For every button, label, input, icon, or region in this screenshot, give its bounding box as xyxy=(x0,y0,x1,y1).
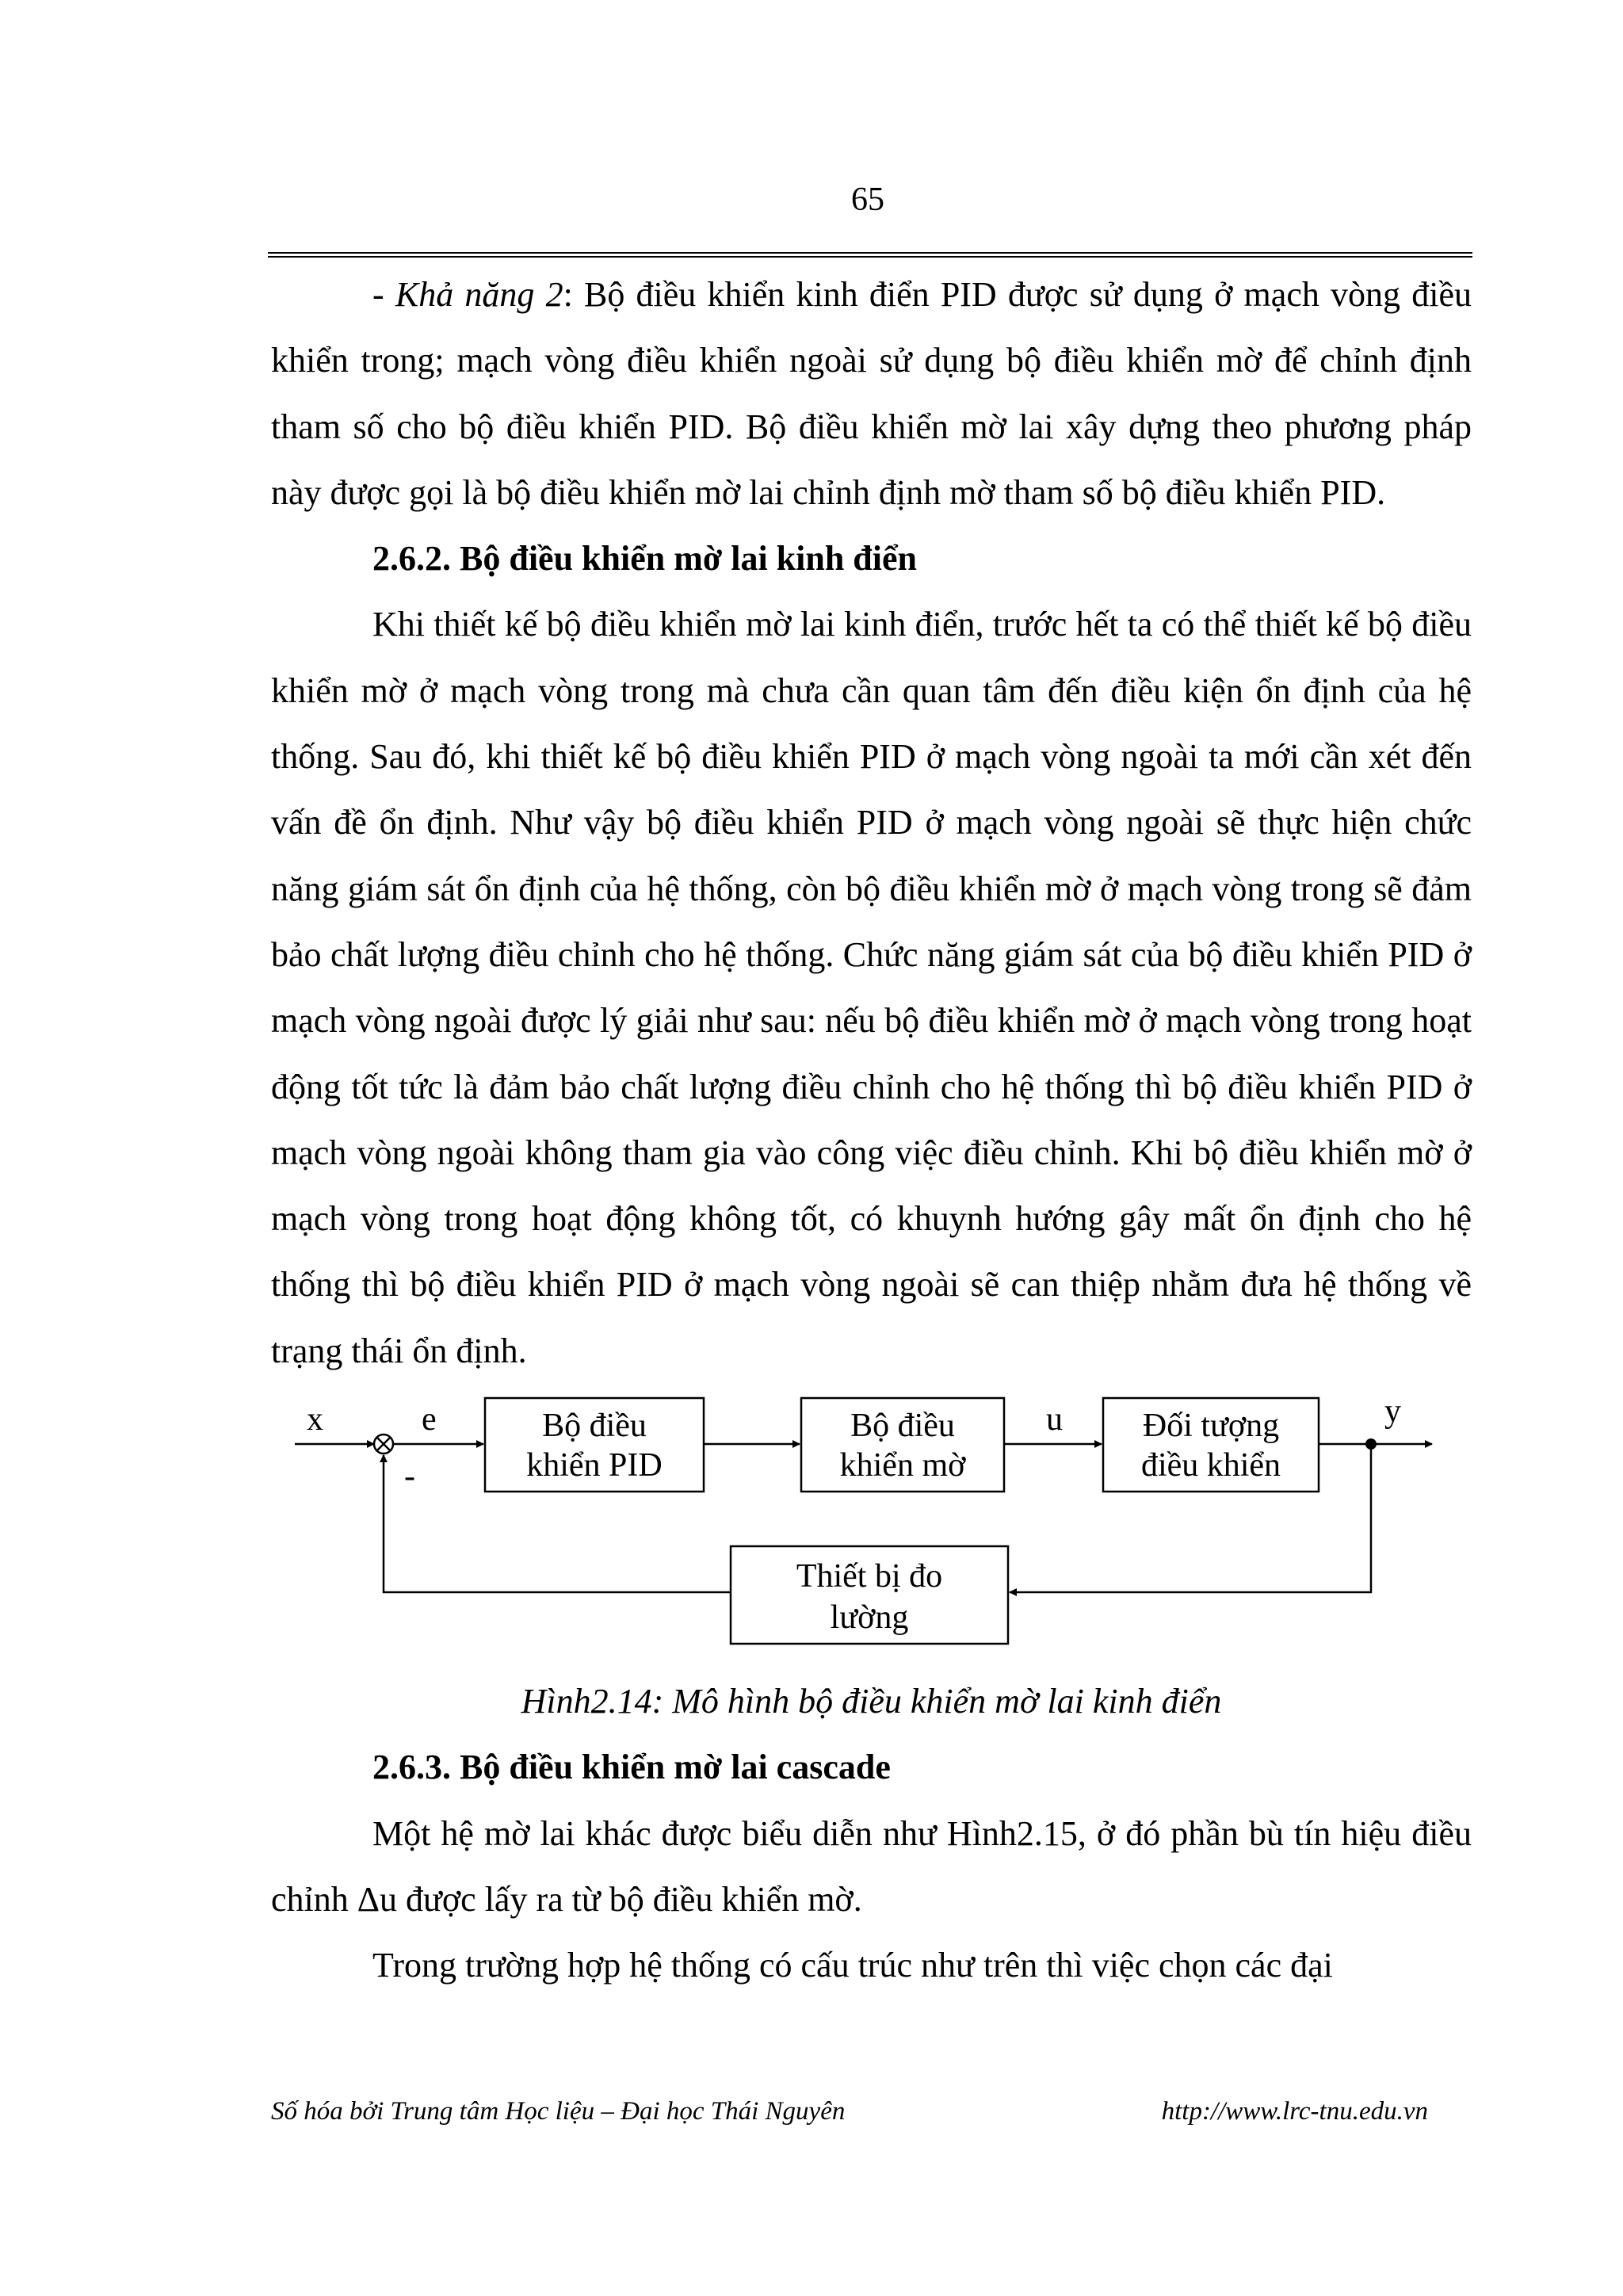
fuzzy-label-line2: khiển mờ xyxy=(839,1447,966,1484)
pid-label-line2: khiển PID xyxy=(526,1447,663,1484)
sensor-label-line1: Thiết bị đo xyxy=(796,1558,943,1595)
footer-source: Số hóa bởi Trung tâm Học liệu – Đại học Thái Nguyên xyxy=(271,2097,846,2126)
label-y: y xyxy=(1384,1393,1401,1431)
label-u: u xyxy=(1046,1401,1063,1438)
figure-caption: Hình2.14: Mô hình bộ điều khiển mờ lai kinh điển xyxy=(521,1682,1222,1721)
footer-url: http://www.lrc-tnu.edu.vn xyxy=(1161,2097,1428,2126)
branch-point xyxy=(1365,1438,1377,1450)
block-diagram xyxy=(271,1390,1472,1664)
fuzzy-label-line1: Bộ điều xyxy=(850,1408,955,1445)
italic-label: Khả năng 2 xyxy=(395,275,563,314)
label-minus: - xyxy=(404,1458,415,1496)
page-number: 65 xyxy=(851,181,884,218)
pid-label-line1: Bộ điều xyxy=(542,1408,647,1445)
header-rule xyxy=(268,252,1472,258)
paragraph-cascade: Một hệ mờ lai khác được biểu diễn như Hình2.15, ở đó phần bù tín hiệu điều chỉnh Δu được lấy ra từ bộ điều khiển mờ. xyxy=(271,1813,1472,1919)
plant-label-line2: điều khiển xyxy=(1140,1447,1281,1484)
section-heading-2-6-2: 2.6.2. Bộ điều khiển mờ lai kinh điển xyxy=(372,539,918,579)
paragraph-continued: Trong trường hợp hệ thống có cấu trúc như trên thì việc chọn các đại xyxy=(372,1946,1333,1985)
plant-label-line1: Đối tượng xyxy=(1142,1408,1280,1445)
section-heading-2-6-3: 2.6.3. Bộ điều khiển mờ lai cascade xyxy=(372,1748,891,1787)
paragraph-kha-nang-2 xyxy=(271,262,1472,525)
list-dash: - xyxy=(372,275,395,314)
paragraph-classic-hybrid: Khi thiết kế bộ điều khiển mờ lai kinh điển, trước hết ta có thể thiết kế bộ điều khiển mờ ở mạch vòng trong mà chưa cần quan tâm đến điều kiện ổn định của hệ thống. Sau đó, khi thiết kế bộ điều khiển PID ở mạch vòng ngoài ta mới cần xét đến vấn đề ổn định. Như vậy bộ điều khiển PID ở mạch vòng ngoài sẽ thực hiện chức năng giám sát ổn định của hệ thống, còn bộ điều khiển mờ ở mạch vòng trong sẽ đảm bảo chất lượng điều chỉnh cho hệ thống. Chức năng giám sát của bộ điều khiển PID ở mạch vòng ngoài được lý giải như sau: nếu bộ điều khiển mờ ở mạch vòng trong hoạt động tốt tức là đảm bảo chất lượng điều chỉnh cho hệ thống thì bộ điều khiển PID ở mạch vòng ngoài không tham gia vào công việc điều chỉnh. Khi bộ điều khiển mờ ở mạch vòng trong hoạt động không tốt, có khuynh hướng gây mất ổn định cho hệ thống thì bộ điều khiển PID ở mạch vòng ngoài sẽ can thiệp nhằm đưa hệ thống về trạng thái ổn định. xyxy=(271,605,1472,1370)
label-x: x xyxy=(307,1401,323,1438)
paragraph-text: : Bộ điều khiển kinh điển PID được sử dụng ở mạch vòng điều khiển trong; mạch vòng điều khiển ngoài sử dụng bộ điều khiển mờ để chỉnh định tham số cho bộ điều khiển PID. Bộ điều khiển mờ lai xây dựng theo phương pháp này được gọi là bộ điều khiển mờ lai chỉnh định mờ tham số bộ điều khiển PID. xyxy=(271,275,1472,512)
page-content xyxy=(271,262,1472,1999)
label-e: e xyxy=(422,1401,437,1438)
sensor-label-line2: lường xyxy=(830,1599,909,1637)
